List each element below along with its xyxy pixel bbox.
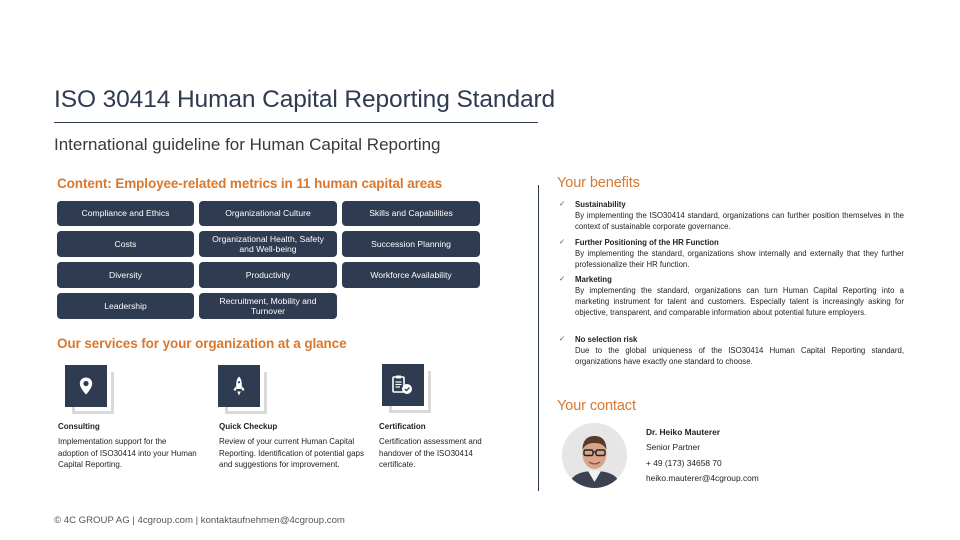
metric-skills-capabilities: Skills and Capabilities: [342, 201, 480, 226]
benefit-title: Sustainability: [575, 200, 626, 209]
contact-phone[interactable]: + 49 (173) 34658 70: [646, 458, 722, 468]
benefit-title: No selection risk: [575, 335, 638, 344]
service-certification-text: Certification assessment and handover of the ISO30414 certificate.: [379, 437, 482, 469]
contact-heading: Your contact: [557, 398, 636, 414]
benefit-text: By implementing the standard, organizations show internally and externally that they further professionalize their HR function.: [575, 249, 904, 270]
footer-text: © 4C GROUP AG | 4cgroup.com | kontaktaufnehmen@4cgroup.com: [54, 515, 345, 526]
metric-recruitment-mobility-turnover: Recruitment, Mobility and Turnover: [199, 293, 337, 319]
contact-role: Senior Partner: [646, 442, 700, 452]
benefit-item-hr-function: [559, 237, 904, 270]
service-certification-tile: [382, 364, 432, 414]
page-title: ISO 30414 Human Capital Reporting Standard: [54, 86, 556, 113]
service-consulting-title: Consulting: [58, 422, 100, 431]
metric-costs: Costs: [57, 231, 194, 257]
title-underline: [54, 122, 538, 123]
rocket-icon: [218, 365, 260, 407]
page-subtitle: International guideline for Human Capital Reporting: [54, 135, 441, 154]
metric-succession-planning: Succession Planning: [342, 231, 480, 257]
metric-workforce-availability: Workforce Availability: [342, 262, 480, 288]
services-heading: Our services for your organization at a glance: [57, 336, 347, 351]
metric-productivity: Productivity: [199, 262, 337, 288]
metric-leadership: Leadership: [57, 293, 194, 319]
column-divider: [538, 185, 539, 491]
service-quick-checkup-tile: [218, 365, 268, 415]
metric-organizational-culture: Organizational Culture: [199, 201, 337, 226]
benefits-heading: Your benefits: [557, 175, 640, 191]
service-quick-checkup-title: Quick Checkup: [219, 422, 278, 431]
checkmark-icon: ✓: [559, 274, 566, 283]
contact-avatar: [562, 423, 627, 488]
checkmark-icon: ✓: [559, 199, 566, 208]
clipboard-check-icon: [382, 364, 424, 406]
contact-name: Dr. Heiko Mauterer: [646, 427, 721, 437]
service-quick-checkup-text: Review of your current Human Capital Reporting. Identification of potential gaps and suggestions for improvement.: [219, 437, 364, 469]
benefit-item-no-selection-risk: [559, 334, 904, 367]
contact-email[interactable]: heiko.mauterer@4cgroup.com: [646, 473, 759, 483]
checkmark-icon: ✓: [559, 334, 566, 343]
benefit-text: By implementing the ISO30414 standard, organizations can further position themselves in the context of sustainable corporate governance.: [575, 211, 904, 232]
benefit-text: Due to the global uniqueness of the ISO30414 Human Capital Reporting standard, organizations have exactly one standard to choose.: [575, 346, 904, 367]
benefit-item-sustainability: [559, 199, 904, 232]
checkmark-icon: ✓: [559, 237, 566, 246]
benefit-title: Further Positioning of the HR Function: [575, 238, 719, 247]
benefit-text: By implementing the standard, organizations can turn Human Capital Reporting into a marketing instrument for talent and customers. Especially talent is increasingly asking for objective, transparent, and comparable information about potential future employers.: [575, 286, 904, 318]
service-consulting-tile: [65, 365, 115, 415]
benefit-item-marketing: [559, 274, 904, 319]
content-heading: Content: Employee-related metrics in 11 human capital areas: [57, 176, 442, 191]
benefit-title: Marketing: [575, 275, 612, 284]
metric-health-safety-wellbeing: Organizational Health, Safety and Well-being: [199, 231, 337, 257]
map-pin-icon: [65, 365, 107, 407]
service-consulting-text: Implementation support for the adoption of ISO30414 into your Human Capital Reporting.: [58, 437, 197, 469]
metric-diversity: Diversity: [57, 262, 194, 288]
service-certification-title: Certification: [379, 422, 426, 431]
metric-compliance-ethics: Compliance and Ethics: [57, 201, 194, 226]
